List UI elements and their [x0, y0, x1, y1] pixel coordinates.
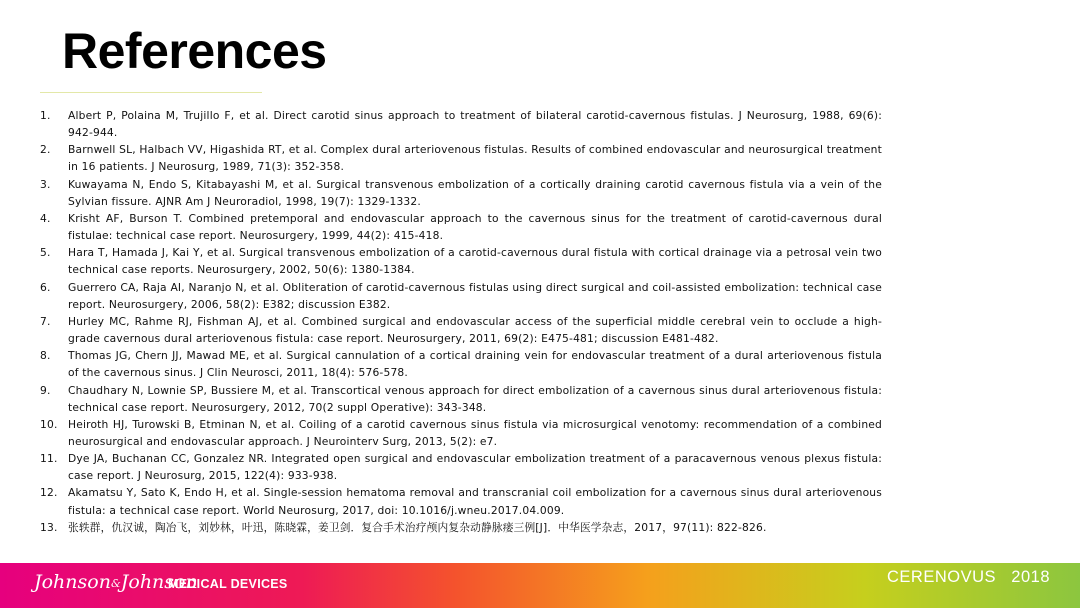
reference-number: 2. [40, 143, 51, 157]
reference-item [40, 450, 882, 484]
reference-number: 4. [40, 211, 51, 225]
reference-item [40, 382, 882, 416]
reference-text: Albert P, Polaina M, Trujillo F, et al. Direct carotid sinus approach to treatment of bilateral carotid-cavernous fistulas. J Neurosurg, 1988, 69(6): 942-944. [68, 109, 882, 140]
reference-text: Guerrero CA, Raja AI, Naranjo N, et al. Obliteration of carotid-cavernous fistulas using direct surgical and coil-assisted embolization: technical case report. Neurosurgery, 2006, 58(2): E382; discussion E382. [68, 280, 882, 311]
reference-item [40, 141, 882, 175]
reference-item [40, 519, 882, 536]
reference-text: 张轶群，仇汉诚，陶冶飞，刘妙林，叶迅，陈晓霖，姜卫剑．复合手术治疗颅内复杂动静脉瘘三例[J]．中华医学杂志，2017，97(11): 822-826. [68, 520, 767, 534]
reference-number: 8. [40, 349, 51, 363]
reference-number: 11. [40, 452, 58, 466]
reference-text: Akamatsu Y, Sato K, Endo H, et al. Single-session hematoma removal and transcranial coil embolization for a cavernous sinus dural arteriovenous fistula: a technical case report. World Neurosurg, 2017, doi: 10.1016/j.wneu.2017.04.009. [68, 486, 882, 517]
reference-item [40, 244, 882, 278]
page-title: References [62, 23, 327, 79]
reference-text: Chaudhary N, Lownie SP, Bussiere M, et al. Transcortical venous approach for direct embolization of a cavernous sinus dural arteriovenous fistula: technical case report. Neurosurgery, 2012, 70(2 suppl Operative): 343-348. [68, 383, 882, 414]
johnson-and-johnson-logo: Johnson&Johnson [34, 571, 198, 593]
reference-number: 7. [40, 314, 51, 328]
reference-text: Barnwell SL, Halbach VV, Higashida RT, et al. Complex dural arteriovenous fistulas. Results of combined endovascular and neurosurgical treatment in 16 patients. J Neurosurg, 1989, 71(3): 352-358. [68, 143, 882, 174]
reference-item [40, 279, 882, 313]
reference-number: 6. [40, 280, 51, 294]
reference-item [40, 107, 882, 141]
reference-text: Hara T, Hamada J, Kai Y, et al. Surgical transvenous embolization of a carotid-cavernous dural fistula with cortical drainage via a petrosal vein two technical case reports. Neurosurgery, 2002, 50(6): 1380-1384. [68, 246, 882, 277]
reference-list [40, 107, 882, 536]
title-underline [40, 92, 262, 93]
medical-devices-label: MEDICAL DEVICES [168, 577, 288, 591]
reference-number: 9. [40, 383, 51, 397]
reference-item [40, 210, 882, 244]
reference-text: Dye JA, Buchanan CC, Gonzalez NR. Integrated open surgical and endovascular embolization treatment of a paracavernous venous plexus fistula: case report. J Neurosurg, 2015, 122(4): 933-938. [68, 452, 882, 483]
reference-number: 5. [40, 246, 51, 260]
reference-text: Heiroth HJ, Turowski B, Etminan N, et al. Coiling of a carotid cavernous sinus fistula via microsurgical venotomy: recommendation of a combined neurosurgical and endovascular approach. J Neurointerv Surg, 2013, 5(2): e7. [68, 417, 882, 448]
cerenovus-year-label: CERENOVUS 2018 [887, 568, 1050, 586]
reference-number: 12. [40, 486, 58, 500]
reference-item [40, 484, 882, 518]
reference-item [40, 313, 882, 347]
reference-text: Hurley MC, Rahme RJ, Fishman AJ, et al. Combined surgical and endovascular access of the superficial middle cerebral vein to occlude a high-grade cavernous dural arteriovenous fistula: case report. Neurosurgery, 2011, 69(2): E475-481; discussion E481-482. [68, 314, 882, 346]
reference-item [40, 176, 882, 210]
reference-text: Krisht AF, Burson T. Combined pretemporal and endovascular approach to the cavernous sinus for the treatment of carotid-cavernous dural fistulae: technical case report. Neurosurgery, 1999, 44(2): 415-418. [68, 211, 882, 243]
reference-number: 13. [40, 520, 58, 534]
reference-number: 10. [40, 417, 58, 431]
reference-number: 1. [40, 109, 51, 122]
reference-number: 3. [40, 177, 51, 191]
reference-text: Kuwayama N, Endo S, Kitabayashi M, et al. Surgical transvenous embolization of a cortically draining carotid cavernous fistula via a vein of the Sylvian fissure. AJNR Am J Neuroradiol, 1998, 19(7): 1329-1332. [68, 177, 882, 208]
reference-item [40, 416, 882, 450]
reference-text: Thomas JG, Chern JJ, Mawad ME, et al. Surgical cannulation of a cortical draining vein for endovascular treatment of a dural arteriovenous fistula of the cavernous sinus. J Clin Neurosci, 2011, 18(4): 576-578. [68, 349, 882, 380]
reference-item [40, 347, 882, 381]
